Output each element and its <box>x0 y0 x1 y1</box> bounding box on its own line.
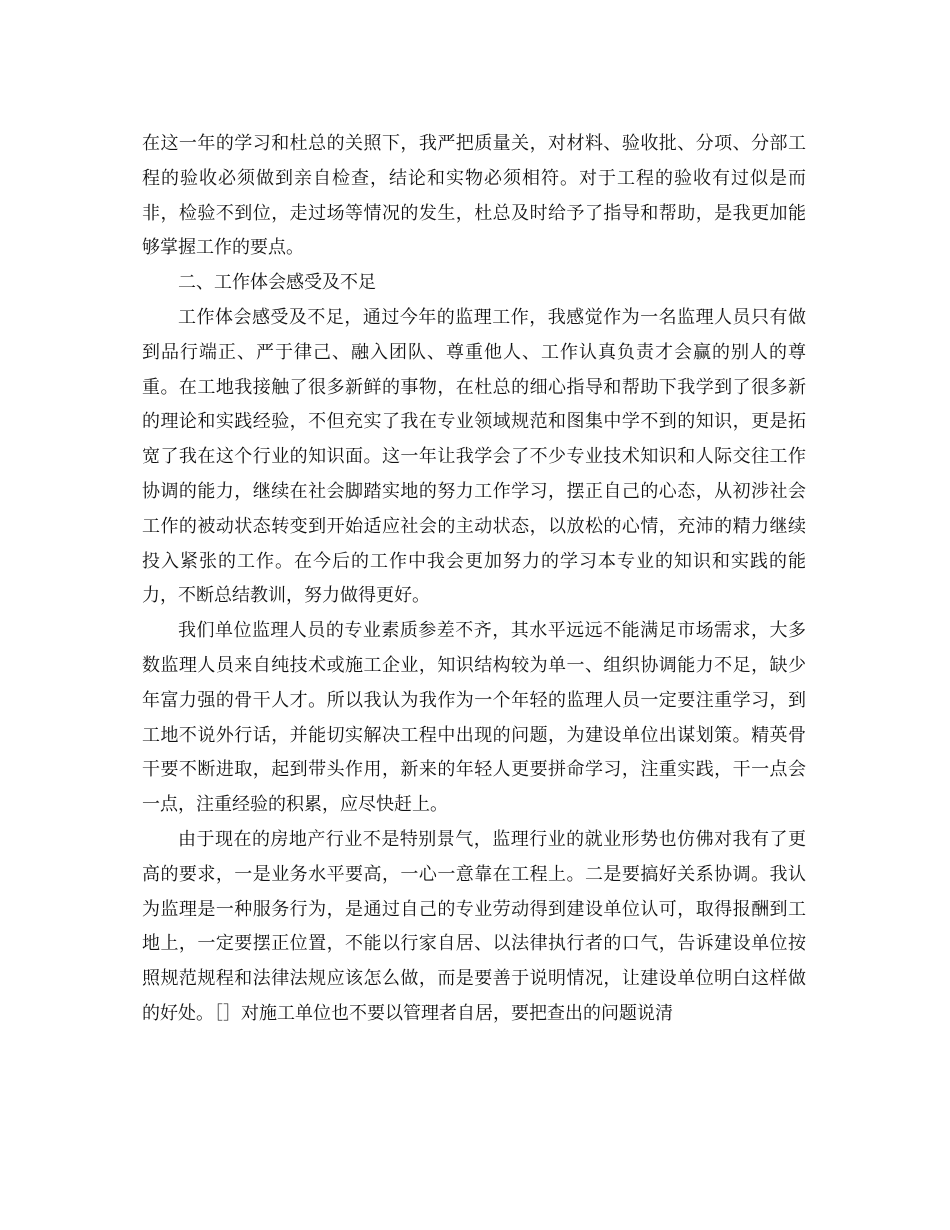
section-heading-experience: 二、工作体会感受及不足 <box>178 272 376 294</box>
paragraph-industry-situation: 由于现在的房地产行业不是特别景气，监理行业的就业形势也仿佛对我有了更高的要求，一是业务水平要高，一心一意靠在工程上。二是要搞好关系协调。我认为监理是一种服务行为，是通过自己的专业劳动得到建设单位认可，取得报酬到工地上，一定要摆正位置，不能以行家自居、以法律执行者的口气，告诉建设单位按照规范规程和法律法规应该怎么做，而是要善于说明情况，让建设单位明白这样做的好处。［］对施工单位也不要以管理者自居，要把查出的问题说清 <box>142 828 806 1024</box>
paragraph-staff-quality: 我们单位监理人员的专业素质参差不齐，其水平远远不能满足市场需求，大多数监理人员来自纯技术或施工企业，知识结构较为单一、组织协调能力不足，缺少年富力强的骨干人才。所以我认为我作为一个年轻的监理人员一定要注重学习，到工地不说外行话，并能切实解决工程中出现的问题，为建设单位出谋划策。精英骨干要不断进取，起到带头作用，新来的年轻人更要拼命学习，注重实践，干一点会一点，注重经验的积累，应尽快赶上。 <box>142 620 806 816</box>
paragraph-quality-control: 在这一年的学习和杜总的关照下，我严把质量关，对材料、验收批、分项、分部工程的验收必须做到亲自检查，结论和实物必须相符。对于工程的验收有过似是而非，检验不到位，走过场等情况的发生，杜总及时给予了指导和帮助，是我更加能够掌握工作的要点。 <box>142 133 806 259</box>
paragraph-experience: 工作体会感受及不足，通过今年的监理工作，我感觉作为一名监理人员只有做到品行端正、严于律己、融入团队、尊重他人、工作认真负责才会赢的别人的尊重。在工地我接触了很多新鲜的事物，在杜总的细心指导和帮助下我学到了很多新的理论和实践经验，不但充实了我在专业领域规范和图集中学不到的知识，更是拓宽了我在这个行业的知识面。这一年让我学会了不少专业技术知识和人际交往工作协调的能力，继续在社会脚踏实地的努力工作学习，摆正自己的心态，从初涉社会工作的被动状态转变到开始适应社会的主动状态，以放松的心情，充沛的精力继续投入紧张的工作。在今后的工作中我会更加努力的学习本专业的知识和实践的能力，不断总结教训，努力做得更好。 <box>142 306 806 607</box>
document-page <box>142 127 806 1032</box>
